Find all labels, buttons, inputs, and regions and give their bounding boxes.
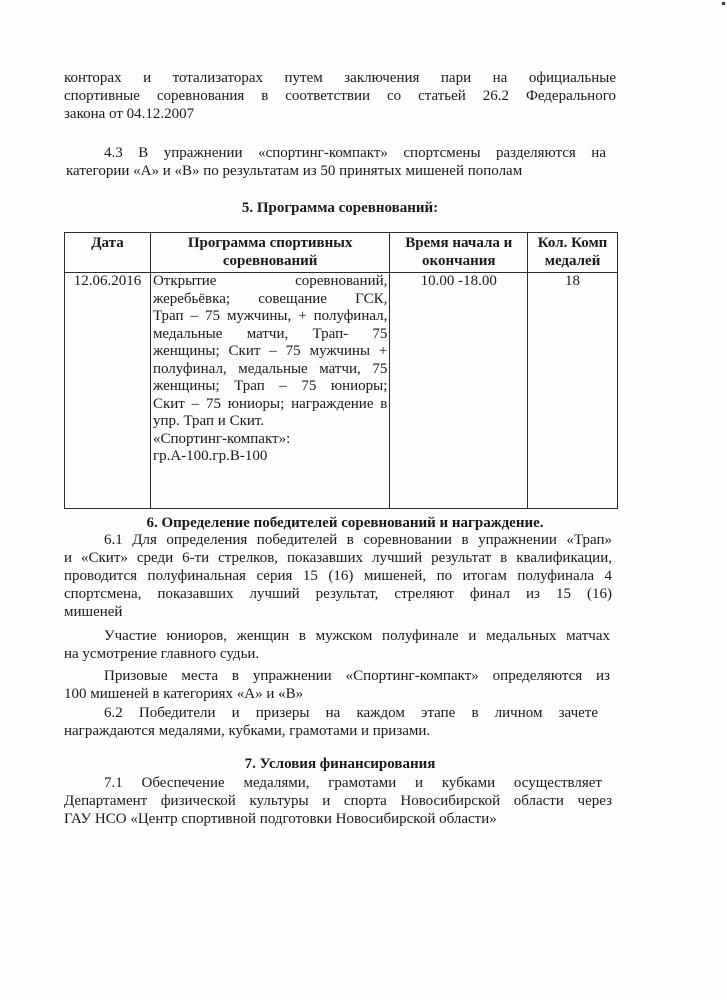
p61-line-3: проводится полуфинальная серия 15 (16) мишеней, по итогам полуфинала 4 [64, 568, 612, 584]
program-line: Скит – 75 юниоры; награждение в [152, 395, 388, 412]
program-line: полуфинал, медальные матчи, 75 [152, 360, 388, 377]
header-medals: Кол. Комп медалей [528, 233, 618, 273]
table-row [65, 273, 618, 509]
program-table [64, 232, 618, 509]
header-date: Дата [65, 233, 151, 273]
program-line: жеребьёвка; совещание ГСК, [152, 290, 388, 307]
program-line: гр.А-100.гр.В-100 [152, 448, 268, 464]
section6-title: 6. Определение победителей соревнований и награждение. [146, 515, 544, 531]
prizes-line-1: Призовые места в упражнении «Спортинг-компакт» определяются из [104, 668, 610, 684]
intro-line-2: спортивные соревнования в соответствии со статьей 26.2 Федерального [64, 88, 616, 104]
program-line: «Спортинг-компакт»: [152, 430, 291, 447]
p62-line-2: награждаются медалями, кубками, грамотами и призами. [64, 723, 431, 739]
p61-line-4: спортсмена, показавших лучший результат, стреляют финал из 15 (16) [64, 586, 612, 602]
p61-line-2: и «Скит» среди 6-ти стрелков, показавших лучший результат в квалификации, [64, 550, 612, 566]
section7-title: 7. Условия финансирования [244, 756, 436, 772]
header-time: Время начала и окончания [390, 233, 528, 273]
cell-time: 10.00 -18.00 [390, 273, 528, 509]
program-line: женщины; Скит – 75 мужчины + [152, 343, 388, 359]
p43-line-2: категории «А» и «В» по результатам из 50 принятых мишеней пополам [66, 163, 523, 179]
section5-title: 5. Программа соревнований: [241, 200, 439, 216]
program-line: медальные матчи, Трап- 75 [152, 325, 388, 342]
p61-line-1: 6.1 Для определения победителей в соревновании в упражнении «Трап» [104, 532, 612, 548]
juniors-line-2: на усмотрение главного судьи. [64, 646, 260, 662]
p43-line-1: 4.3 В упражнении «спортинг-компакт» спортсмены разделяются на [104, 145, 606, 161]
p71-line-2: Департамент физической культуры и спорта Новосибирской области через [64, 793, 612, 809]
p62-line-1: 6.2 Победители и призеры на каждом этапе в личном зачете [104, 705, 598, 721]
program-line: женщины; Трап – 75 юниоры; [152, 378, 388, 394]
p71-line-1: 7.1 Обеспечение медалями, грамотами и кубками осуществляет [104, 775, 602, 791]
header-program: Программа спортивных соревнований [150, 233, 389, 273]
program-line: Открытие соревнований, [152, 273, 388, 289]
program-line: Трап – 75 мужчины, + полуфинал, [152, 308, 388, 324]
cell-program [150, 273, 389, 509]
intro-line-3: закона от 04.12.2007 [64, 106, 195, 122]
prizes-line-2: 100 мишеней в категориях «А» и «В» [64, 686, 304, 702]
program-line: упр. Трап и Скит. [152, 413, 265, 429]
cell-medals: 18 [528, 273, 618, 509]
scan-mark [717, 0, 727, 10]
p61-line-5: мишеней [64, 604, 123, 620]
intro-line-1: конторах и тотализаторах путем заключения пари на официальные [64, 70, 616, 86]
cell-date: 12.06.2016 [65, 273, 151, 509]
table-header-row [65, 233, 618, 273]
p71-line-3: ГАУ НСО «Центр спортивной подготовки Новосибирской области» [64, 811, 497, 827]
juniors-line-1: Участие юниоров, женщин в мужском полуфинале и медальных матчах [104, 628, 610, 644]
